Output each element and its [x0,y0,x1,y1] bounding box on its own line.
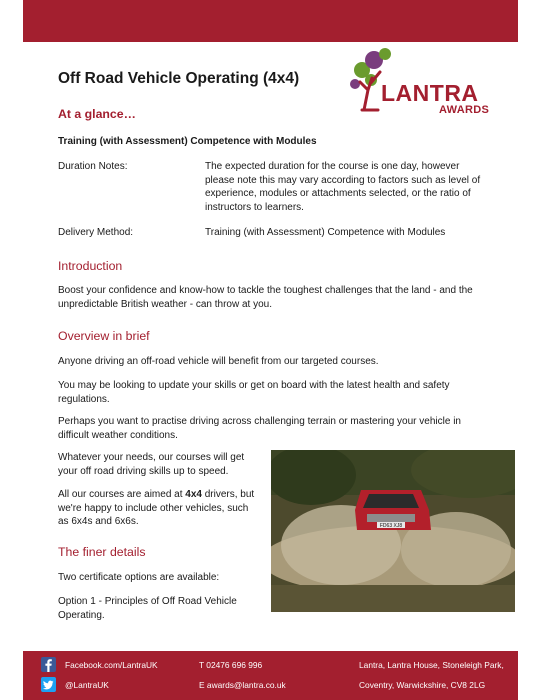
course-subtitle: Training (with Assessment) Competence with Modules [58,136,317,147]
footer [23,651,518,700]
footer-email[interactable]: E awards@lantra.co.uk [199,680,286,690]
overview-paragraph-1: Anyone driving an off-road vehicle will benefit from our targeted courses. [58,356,379,367]
overview-paragraph-2: You may be looking to update your skills or get on board with the latest health and safety regulations. [58,380,450,405]
introduction-heading: Introduction [58,259,123,273]
twitter-link[interactable]: @LantraUK [65,680,109,690]
delivery-value: Training (with Assessment) Competence with Modules [205,227,446,238]
facebook-icon[interactable] [41,657,56,672]
overview-heading: Overview in brief [58,329,150,343]
overview-paragraph-3: Perhaps you want to practise driving across challenging terrain or mastering your vehicle in difficult weather conditions. [58,416,461,441]
introduction-text: Boost your confidence and know-how to tackle the toughest challenges that the land - and the unpredictable British weather - can throw at you. [58,285,473,310]
off-road-vehicle-photo [271,450,515,612]
duration-label: Duration Notes: [58,161,128,172]
finer-details-heading: The finer details [58,545,146,559]
number-plate-text: FD63 XJ8 [379,523,403,529]
footer-phone: T 02476 696 996 [199,660,263,670]
at-a-glance-heading: At a glance… [58,107,136,121]
logo-subtext: AWARDS [439,104,490,116]
finer-paragraph-1: Two certificate options are available: [58,572,220,583]
logo-wordmark: LANTRA [381,80,479,106]
twitter-icon[interactable] [41,677,56,692]
delivery-label: Delivery Method: [58,227,134,238]
overview-paragraph-4: Whatever your needs, our courses will get your off road driving skills up to speed. [58,452,245,477]
facebook-link[interactable]: Facebook.com/LantraUK [65,660,158,670]
overview-paragraph-5: All our courses are aimed at 4x4 drivers, but we're happy to include other vehicles, such as 6x4s and 6x6s. [58,489,255,527]
page-title: Off Road Vehicle Operating (4x4) [58,70,300,87]
footer-address-line-1: Lantra, Lantra House, Stoneleigh Park, [359,660,504,670]
duration-value: The expected duration for the course is one day, however please note this may vary according to factors such as level of experience, modules or attachments selected, or the ratio of instructors to learners. [205,161,481,213]
finer-paragraph-2: Option 1 - Principles of Off Road Vehicle Operating. [58,596,237,621]
header-band [23,0,518,42]
footer-address-line-2: Coventry, Warwickshire, CV8 2LG [359,680,486,690]
